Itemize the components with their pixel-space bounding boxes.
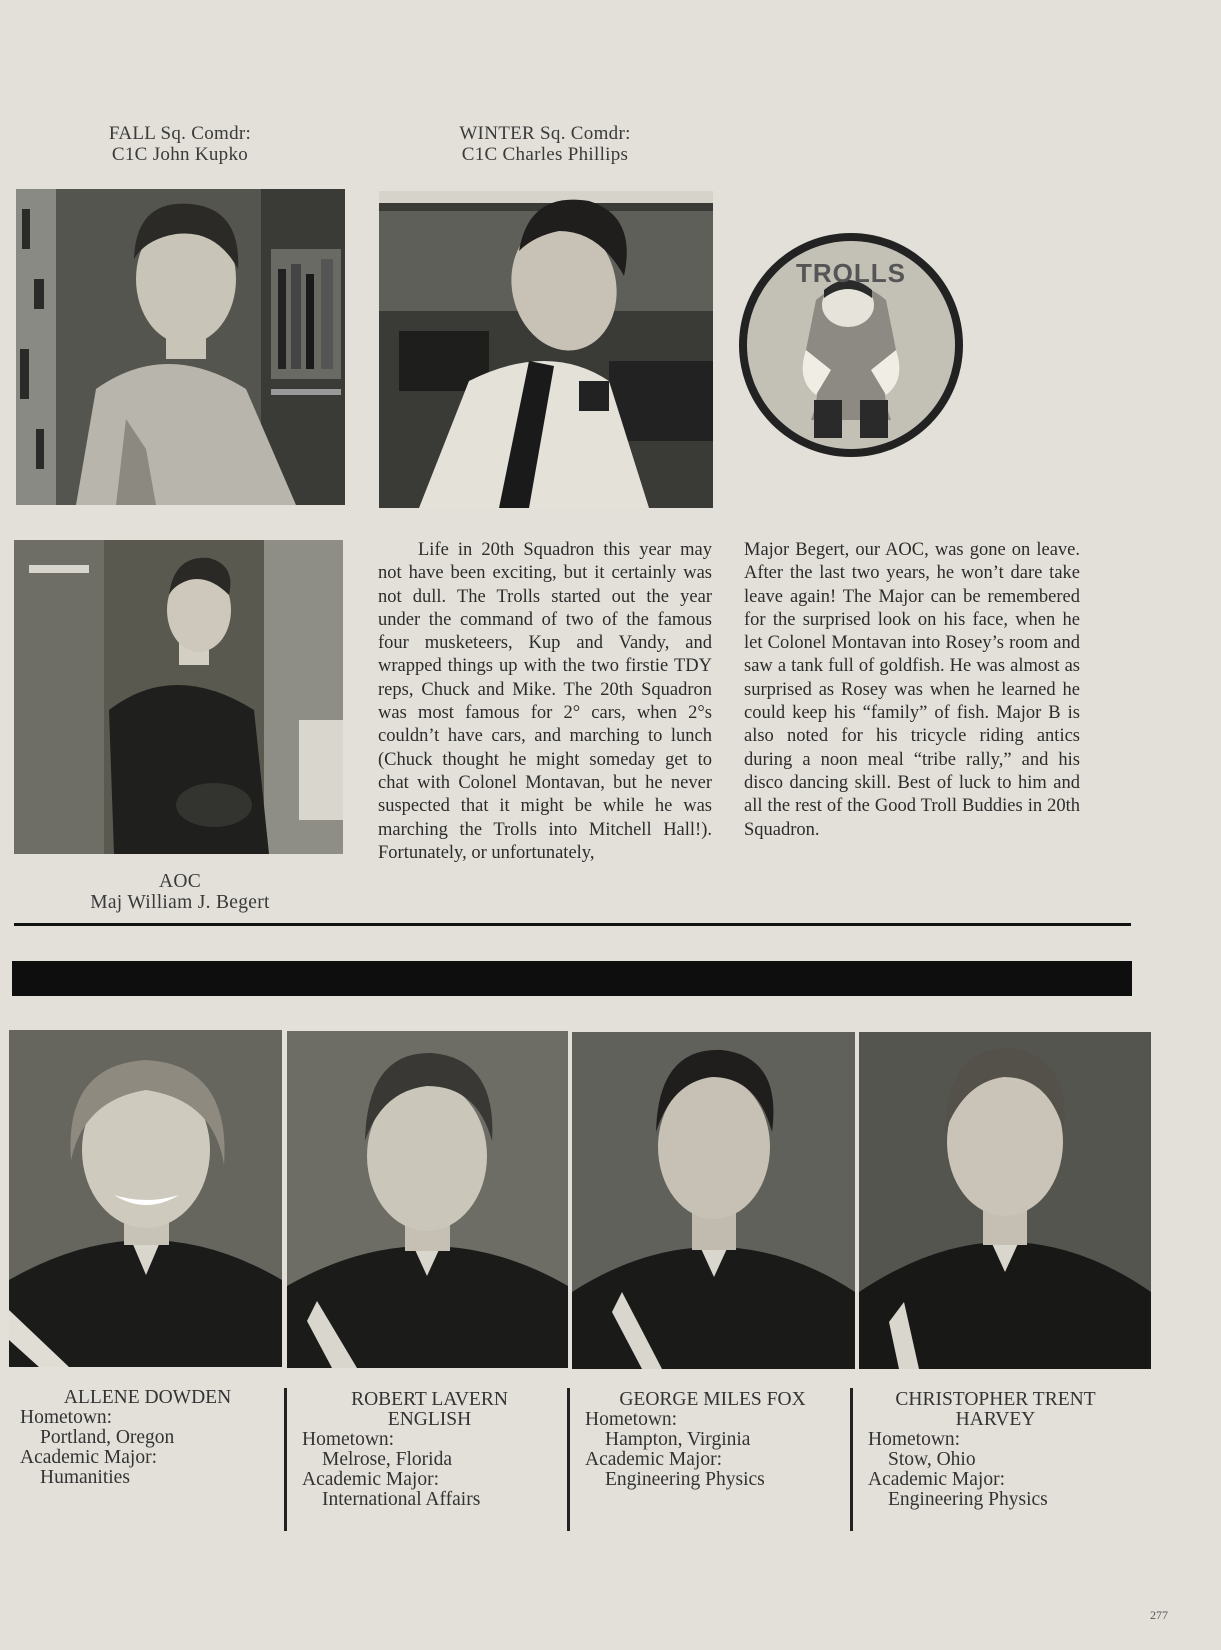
hometown-value: Stow, Ohio: [888, 1449, 976, 1470]
article-column-2: Major Begert, our AOC, was gone on leave. After the last two years, he won’t dare take leave again! The Major can be remembered for the surprised look on his face, when he let Colonel Montavan into Rosey’s room and saw a tank full of goldfish. He was almost as surprised as Rosey was when he learned he could keep his “family” of fish. Major B is also noted for his tricycle riding antics during a noon meal “tribe rally,” and his disco dancing skill. Best of luck to him and all the rest of the Good Troll Buddies in 20th Squadron.: [744, 540, 1080, 840]
cadet-name: ROBERT LAVERN ENGLISH: [351, 1389, 508, 1430]
caption-divider: [567, 1388, 570, 1531]
winter-commander-label: WINTER Sq. Comdr:: [459, 123, 631, 144]
cadet-portrait-harvey: [859, 1032, 1151, 1369]
winter-commander-caption: [405, 123, 685, 165]
cadet-name: GEORGE MILES FOX: [619, 1389, 806, 1410]
cadet-caption-dowden: [20, 1388, 275, 1488]
caption-divider: [850, 1388, 853, 1531]
cadet-name: CHRISTOPHER TRENT HARVEY: [895, 1389, 1096, 1430]
fall-commander-photo: [16, 189, 345, 505]
winter-commander-name: C1C Charles Phillips: [461, 144, 629, 165]
hometown-value: Hampton, Virginia: [605, 1429, 751, 1450]
major-value: Engineering Physics: [605, 1469, 765, 1490]
major-value: Humanities: [40, 1467, 130, 1488]
fall-commander-name: C1C John Kupko: [111, 144, 249, 165]
major-value: Engineering Physics: [888, 1489, 1048, 1510]
cadet-portrait-dowden: [9, 1030, 282, 1367]
hometown-label: Hometown:: [585, 1409, 678, 1430]
cadet-portrait-english: [287, 1031, 568, 1368]
cadet-caption-english: [302, 1390, 557, 1510]
cadet-caption-harvey: [868, 1390, 1123, 1510]
page-number: 277: [1150, 1608, 1168, 1622]
hometown-label: Hometown:: [302, 1429, 395, 1450]
cadet-name: ALLENE DOWDEN: [63, 1387, 232, 1408]
major-label: Academic Major:: [20, 1447, 157, 1468]
article-column-1: Life in 20th Squadron this year may not have been exciting, but it certainly was not dull. The Trolls started out the year under the command of two of the famous four musketeers, Kup and Vandy, and wrapped things up with the two firstie TDY reps, Chuck and Mike. The 20th Squadron was most famous for 2° cars, when 2°s couldn’t have cars, and marching to lunch (Chuck thought he might someday get to chat with Colonel Montavan, but he never suspected that it might be while he was marching the Trolls into Mitchell Hall!). Fortunately, or unfortunately,: [378, 540, 712, 863]
hometown-value: Portland, Oregon: [40, 1427, 175, 1448]
fall-commander-label: FALL Sq. Comdr:: [108, 123, 252, 144]
major-label: Academic Major:: [302, 1469, 439, 1490]
winter-commander-photo: [379, 191, 713, 508]
major-label: Academic Major:: [868, 1469, 1005, 1490]
section-divider: [14, 923, 1131, 926]
major-label: Academic Major:: [585, 1449, 722, 1470]
hometown-label: Hometown:: [868, 1429, 961, 1450]
caption-divider: [284, 1388, 287, 1531]
hometown-value: Melrose, Florida: [322, 1449, 452, 1470]
fall-commander-caption: [60, 123, 300, 165]
aoc-label: AOC: [158, 871, 202, 892]
patch-text: TROLLS: [796, 258, 906, 288]
aoc-name: Maj William J. Begert: [90, 892, 270, 913]
cadet-caption-fox: [585, 1390, 840, 1490]
aoc-caption: [55, 871, 305, 913]
cadet-portrait-fox: [572, 1032, 855, 1369]
trolls-patch: [736, 230, 966, 460]
major-value: International Affairs: [322, 1489, 481, 1510]
aoc-photo: [14, 540, 343, 854]
hometown-label: Hometown:: [20, 1407, 113, 1428]
black-banner: [12, 961, 1132, 996]
